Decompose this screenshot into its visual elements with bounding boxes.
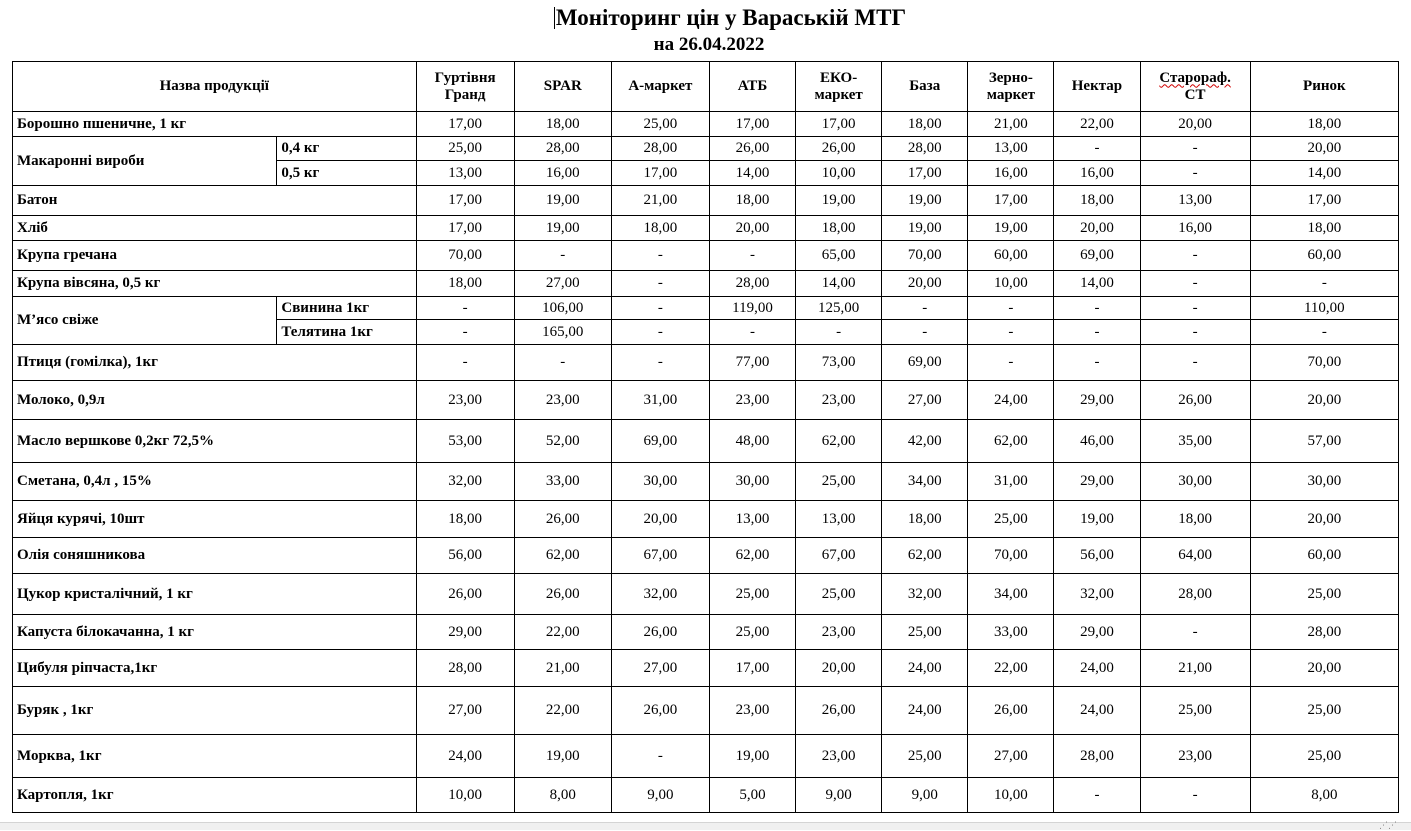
price-cell: 28,00 [1054,735,1140,778]
price-cell: 33,00 [968,615,1054,650]
product-name: Цукор кристалічний, 1 кг [13,574,417,615]
document-subtitle-date: на 26.04.2022 [653,34,765,55]
price-cell: 16,00 [968,161,1054,186]
price-table [12,61,1399,813]
price-cell: 32,00 [1054,574,1140,615]
price-cell: 17,00 [416,216,514,241]
text-cursor [554,7,555,29]
product-name: Капуста білокачанна, 1 кг [13,615,417,650]
price-cell: 9,00 [882,778,968,813]
price-cell: 67,00 [796,538,882,574]
price-cell: - [968,320,1054,345]
table-row [13,137,1399,161]
header-store [1140,62,1250,112]
product-name: Сметана, 0,4л , 15% [13,463,417,501]
price-cell: 25,00 [611,112,709,137]
price-cell: 62,00 [514,538,611,574]
price-cell: - [1250,271,1398,297]
price-cell: 28,00 [416,650,514,687]
price-cell: 69,00 [882,345,968,381]
price-cell: 14,00 [1054,271,1140,297]
header-store-line1: ЕКО- [820,69,858,86]
product-name: Картопля, 1кг [13,778,417,813]
price-cell: 13,00 [968,137,1054,161]
table-row [13,271,1399,297]
table-row [13,241,1399,271]
price-cell: 20,00 [1250,381,1398,420]
price-cell: 24,00 [882,687,968,735]
header-store-line1: Старораф. [1159,69,1231,86]
table-row [13,501,1399,538]
price-cell: 48,00 [709,420,795,463]
product-subtype: 0,5 кг [277,161,416,186]
price-cell: 60,00 [968,241,1054,271]
price-cell: 23,00 [416,381,514,420]
product-name: Макаронні вироби [13,137,277,186]
price-cell: 21,00 [1140,650,1250,687]
header-store-line1: АТБ [737,78,768,94]
price-cell: 42,00 [882,420,968,463]
price-cell: - [1054,320,1140,345]
price-cell: 17,00 [709,650,795,687]
price-cell: 19,00 [514,216,611,241]
header-store [1250,62,1398,112]
price-cell: - [611,320,709,345]
price-cell: - [611,735,709,778]
price-cell: 26,00 [709,137,795,161]
price-cell: 23,00 [709,687,795,735]
price-cell: 56,00 [1054,538,1140,574]
price-cell: - [1140,615,1250,650]
price-cell: 70,00 [416,241,514,271]
header-store [1054,62,1140,112]
price-cell: 18,00 [416,501,514,538]
price-cell: 18,00 [709,186,795,216]
price-cell: 77,00 [709,345,795,381]
header-store-line1: Нектар [1071,78,1123,94]
table-row [13,574,1399,615]
product-name: Цибуля ріпчаста,1кг [13,650,417,687]
price-cell: 18,00 [514,112,611,137]
price-cell: 57,00 [1250,420,1398,463]
price-cell: 25,00 [796,574,882,615]
price-cell: 25,00 [1140,687,1250,735]
price-cell: 19,00 [882,186,968,216]
product-name: Батон [13,186,417,216]
price-cell: 25,00 [796,463,882,501]
product-name: М’ясо свіже [13,297,277,345]
price-cell: - [882,297,968,320]
price-cell: 26,00 [514,501,611,538]
price-cell: 19,00 [514,735,611,778]
price-cell: 28,00 [1140,574,1250,615]
table-row [13,735,1399,778]
product-name: Морква, 1кг [13,735,417,778]
table-row [13,778,1399,813]
product-name: Молоко, 0,9л [13,381,417,420]
price-cell: 34,00 [968,574,1054,615]
price-cell: 70,00 [882,241,968,271]
header-store-line2: маркет [986,86,1035,103]
header-store-line1: Гуртівня [434,69,496,86]
price-cell: - [1140,297,1250,320]
header-store [514,62,611,112]
price-cell: - [416,320,514,345]
price-cell: 34,00 [882,463,968,501]
price-cell: - [611,345,709,381]
price-cell: 28,00 [514,137,611,161]
price-cell: 28,00 [709,271,795,297]
price-cell: 106,00 [514,297,611,320]
price-cell: 30,00 [709,463,795,501]
price-cell: 25,00 [1250,687,1398,735]
header-store-line2: маркет [814,86,863,103]
price-cell: 24,00 [1054,650,1140,687]
header-store [709,62,795,112]
price-cell: 65,00 [796,241,882,271]
price-cell: 69,00 [1054,241,1140,271]
price-cell: 29,00 [416,615,514,650]
table-row [13,420,1399,463]
price-cell: 20,00 [882,271,968,297]
header-store-line1: Ринок [1303,78,1346,94]
product-name: Крупа вівсяна, 0,5 кг [13,271,417,297]
product-name: Олія соняшникова [13,538,417,574]
price-cell: 62,00 [796,420,882,463]
price-cell: - [611,297,709,320]
price-cell: 22,00 [968,650,1054,687]
price-cell: 21,00 [514,650,611,687]
price-cell: 23,00 [709,381,795,420]
price-cell: 17,00 [882,161,968,186]
price-cell: 14,00 [796,271,882,297]
product-name: Борошно пшеничне, 1 кг [13,112,417,137]
price-cell: 24,00 [1054,687,1140,735]
price-cell: 19,00 [796,186,882,216]
price-cell: - [514,241,611,271]
price-cell: 20,00 [1250,137,1398,161]
price-cell: 22,00 [514,615,611,650]
price-cell: 26,00 [796,687,882,735]
header-store [416,62,514,112]
price-cell: 28,00 [882,137,968,161]
price-cell: - [1250,320,1398,345]
price-cell: 26,00 [796,137,882,161]
product-name: Птиця (гомілка), 1кг [13,345,417,381]
price-cell: 23,00 [796,735,882,778]
price-cell: 46,00 [1054,420,1140,463]
price-cell: - [514,345,611,381]
price-cell: 5,00 [709,778,795,813]
price-cell: - [709,320,795,345]
table-row [13,538,1399,574]
price-cell: 9,00 [611,778,709,813]
price-cell: - [709,241,795,271]
price-cell: 33,00 [514,463,611,501]
price-cell: 18,00 [882,112,968,137]
price-cell: 25,00 [709,615,795,650]
price-cell: - [1140,271,1250,297]
price-cell: 62,00 [709,538,795,574]
price-cell: - [416,345,514,381]
price-cell: 19,00 [968,216,1054,241]
price-cell: 10,00 [968,271,1054,297]
price-cell: 20,00 [1054,216,1140,241]
price-cell: 24,00 [416,735,514,778]
price-cell: 21,00 [968,112,1054,137]
price-cell: 13,00 [416,161,514,186]
price-cell: - [968,345,1054,381]
product-subtype: 0,4 кг [277,137,416,161]
price-cell: 17,00 [611,161,709,186]
price-cell: 26,00 [968,687,1054,735]
table-row [13,381,1399,420]
price-cell: 125,00 [796,297,882,320]
price-cell: 17,00 [1250,186,1398,216]
price-cell: 18,00 [1140,501,1250,538]
product-subtype: Телятина 1кг [277,320,416,345]
price-cell: 21,00 [611,186,709,216]
price-cell: 23,00 [796,381,882,420]
price-cell: 8,00 [514,778,611,813]
price-cell: 20,00 [1250,501,1398,538]
price-cell: 25,00 [416,137,514,161]
price-cell: 28,00 [1250,615,1398,650]
price-cell: 18,00 [1250,112,1398,137]
price-cell: - [1054,137,1140,161]
price-cell: 25,00 [1250,574,1398,615]
price-cell: 20,00 [1140,112,1250,137]
price-cell: - [1140,320,1250,345]
price-cell: 18,00 [796,216,882,241]
price-cell: 27,00 [882,381,968,420]
price-cell: 23,00 [1140,735,1250,778]
price-cell: 35,00 [1140,420,1250,463]
price-cell: 30,00 [1250,463,1398,501]
price-cell: 13,00 [796,501,882,538]
product-name: Масло вершкове 0,2кг 72,5% [13,420,417,463]
price-cell: 23,00 [796,615,882,650]
price-cell: - [1140,161,1250,186]
price-cell: 28,00 [611,137,709,161]
price-cell: 16,00 [1140,216,1250,241]
table-row [13,615,1399,650]
header-store [968,62,1054,112]
price-cell: 27,00 [968,735,1054,778]
price-cell: 60,00 [1250,538,1398,574]
price-cell: - [1140,778,1250,813]
product-name: Крупа гречана [13,241,417,271]
product-subtype: Свинина 1кг [277,297,416,320]
price-cell: - [1054,297,1140,320]
price-cell: 31,00 [968,463,1054,501]
header-store [611,62,709,112]
price-cell: 62,00 [882,538,968,574]
price-cell: 25,00 [968,501,1054,538]
price-cell: - [1054,345,1140,381]
table-row [13,650,1399,687]
product-name: Яйця курячі, 10шт [13,501,417,538]
price-cell: 56,00 [416,538,514,574]
price-cell: 20,00 [709,216,795,241]
price-cell: - [1054,778,1140,813]
price-cell: 16,00 [514,161,611,186]
price-cell: - [1140,345,1250,381]
price-cell: 64,00 [1140,538,1250,574]
price-cell: 165,00 [514,320,611,345]
price-cell: 10,00 [968,778,1054,813]
price-cell: 14,00 [1250,161,1398,186]
price-cell: 25,00 [709,574,795,615]
price-cell: 26,00 [1140,381,1250,420]
price-cell: 29,00 [1054,463,1140,501]
price-cell: 29,00 [1054,615,1140,650]
price-cell: 19,00 [709,735,795,778]
price-cell: 29,00 [1054,381,1140,420]
price-cell: 26,00 [416,574,514,615]
price-cell: - [611,241,709,271]
price-cell: 32,00 [611,574,709,615]
price-cell: 19,00 [514,186,611,216]
table-row [13,463,1399,501]
price-cell: 19,00 [1054,501,1140,538]
price-cell: 70,00 [1250,345,1398,381]
header-store [796,62,882,112]
price-cell: 13,00 [1140,186,1250,216]
price-cell: 119,00 [709,297,795,320]
price-cell: 13,00 [709,501,795,538]
price-cell: 110,00 [1250,297,1398,320]
price-cell: 26,00 [611,687,709,735]
price-cell: 73,00 [796,345,882,381]
header-store-line1: SPAR [543,78,582,94]
price-cell: 16,00 [1054,161,1140,186]
header-store-line1: А-маркет [628,78,693,94]
document-title: Моніторинг цін у Вараській МТГ [555,5,907,30]
price-cell: - [416,297,514,320]
price-cell: 17,00 [796,112,882,137]
table-row [13,186,1399,216]
price-cell: 70,00 [968,538,1054,574]
price-cell: 27,00 [611,650,709,687]
table-row [13,216,1399,241]
price-cell: 24,00 [968,381,1054,420]
price-cell: 18,00 [1054,186,1140,216]
price-cell: 17,00 [416,112,514,137]
price-cell: 53,00 [416,420,514,463]
header-store-line1: Зерно- [988,69,1033,86]
price-cell: 17,00 [416,186,514,216]
price-cell: 20,00 [796,650,882,687]
price-cell: 22,00 [1054,112,1140,137]
price-cell: 23,00 [514,381,611,420]
price-cell: 8,00 [1250,778,1398,813]
table-row [13,297,1399,320]
price-cell: 19,00 [882,216,968,241]
header-store-line1: База [909,78,941,94]
table-row [13,112,1399,137]
product-name: Хліб [13,216,417,241]
price-cell: 62,00 [968,420,1054,463]
header-row [13,62,1399,112]
table-row [13,345,1399,381]
price-cell: 32,00 [882,574,968,615]
price-cell: 25,00 [1250,735,1398,778]
price-cell: 31,00 [611,381,709,420]
price-cell: 52,00 [514,420,611,463]
price-cell: 10,00 [796,161,882,186]
price-cell: 20,00 [1250,650,1398,687]
resize-grip-icon[interactable]: ⋰⋰ [1379,821,1397,831]
price-cell: 26,00 [514,574,611,615]
price-cell: 32,00 [416,463,514,501]
price-cell: 60,00 [1250,241,1398,271]
header-store [882,62,968,112]
price-cell: 18,00 [611,216,709,241]
price-cell: 25,00 [882,615,968,650]
price-cell: - [1140,241,1250,271]
price-cell: 67,00 [611,538,709,574]
price-cell: 25,00 [882,735,968,778]
price-cell: 17,00 [968,186,1054,216]
price-cell: 18,00 [882,501,968,538]
price-cell: 20,00 [611,501,709,538]
price-cell: 14,00 [709,161,795,186]
price-cell: 27,00 [514,271,611,297]
price-cell: - [611,271,709,297]
price-cell: 17,00 [709,112,795,137]
price-cell: 18,00 [416,271,514,297]
price-cell: - [968,297,1054,320]
price-cell: - [796,320,882,345]
header-product: Назва продукції [13,62,417,112]
product-name: Буряк , 1кг [13,687,417,735]
price-cell: 10,00 [416,778,514,813]
price-cell: 30,00 [611,463,709,501]
price-cell: 30,00 [1140,463,1250,501]
price-cell: 9,00 [796,778,882,813]
table-row [13,687,1399,735]
header-store-line2: СТ [1184,86,1206,103]
price-cell: 24,00 [882,650,968,687]
price-cell: - [1140,137,1250,161]
price-cell: 18,00 [1250,216,1398,241]
price-cell: 69,00 [611,420,709,463]
header-store-line2: Гранд [444,86,486,103]
price-cell: 22,00 [514,687,611,735]
price-cell: - [882,320,968,345]
price-cell: 27,00 [416,687,514,735]
price-cell: 26,00 [611,615,709,650]
